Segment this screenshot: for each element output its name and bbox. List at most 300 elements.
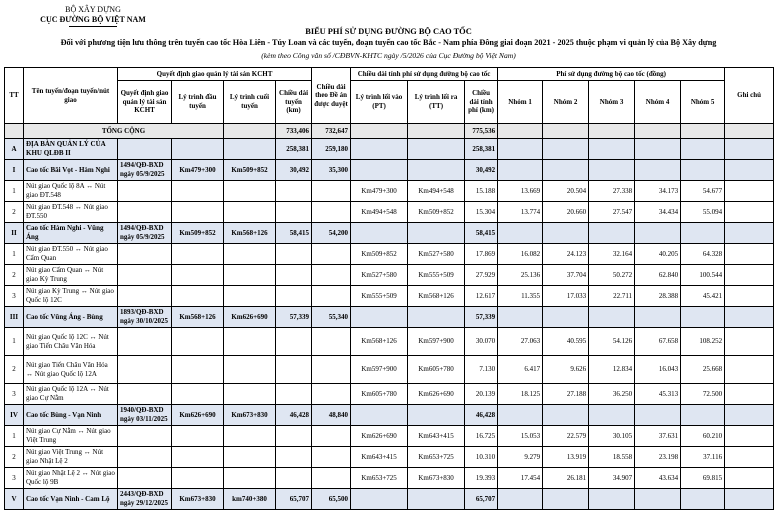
cell-entry (351, 223, 408, 244)
cell-g2: 20.660 (543, 202, 589, 223)
cell-exit: Km527+580 (408, 244, 465, 265)
cell-name: Nút giao Kỳ Trung ↔ Nút giao Quốc lộ 12C (24, 286, 118, 307)
cell-km-start (172, 447, 224, 468)
cell-km-end: Km509+852 (224, 160, 276, 181)
cell-proposed (312, 356, 351, 384)
table-row (5, 181, 774, 202)
total-toll-length: 775,536 (465, 124, 498, 139)
cell-notes (725, 223, 774, 244)
cell-proposed: 259,180 (312, 139, 351, 160)
col-exit: Lý trình lối ra (TT) (408, 81, 465, 124)
cell-decision (118, 265, 172, 286)
cell-g3: 22.711 (589, 286, 635, 307)
cell-g1: 13.669 (498, 181, 543, 202)
cell-toll: 19.393 (465, 468, 498, 489)
table-row (5, 384, 774, 405)
cell-g5: 100.544 (681, 265, 725, 286)
cell-km-end (224, 265, 276, 286)
cell-km-end (224, 447, 276, 468)
cell-proposed (312, 181, 351, 202)
cell-entry: Km568+126 (351, 328, 408, 356)
cell-name: Nút giao Quốc lộ 8A ↔ Nút giao ĐT.548 (24, 181, 118, 202)
col-group-1: Nhóm 1 (498, 81, 543, 124)
cell-notes (725, 426, 774, 447)
cell-name: Nút giao ĐT.550 ↔ Nút giao Cẩm Quan (24, 244, 118, 265)
cell-decision (118, 426, 172, 447)
cell-g2 (543, 139, 589, 160)
cell-g3: 36.250 (589, 384, 635, 405)
cell-tt: I (5, 160, 24, 181)
section-row (5, 307, 774, 328)
cell-tt: 1 (5, 181, 24, 202)
cell-km-start (172, 265, 224, 286)
total-km-end (224, 124, 276, 139)
cell-decision: 2443/QĐ-BXD ngày 29/12/2025 (118, 489, 172, 510)
cell-km-start (172, 286, 224, 307)
cell-km-start (172, 426, 224, 447)
total-tt (5, 124, 24, 139)
cell-name: Cao tốc Hàm Nghi - Vũng Áng (24, 223, 118, 244)
cell-g3 (589, 160, 635, 181)
cell-g1: 17.454 (498, 468, 543, 489)
cell-g3: 30.105 (589, 426, 635, 447)
cell-g3: 50.272 (589, 265, 635, 286)
cell-notes (725, 356, 774, 384)
document-title: BIỂU PHÍ SỬ DỤNG ĐƯỜNG BỘ CAO TỐC (305, 27, 472, 36)
cell-tt: III (5, 307, 24, 328)
cell-name: Nút giao Cự Nẫm ↔ Nút giao Việt Trung (24, 426, 118, 447)
cell-name: Nút giao Quốc lộ 12C ↔ Nút giao Tiến Châu Văn Hóa (24, 328, 118, 356)
cell-decision: 1494/QĐ-BXD ngày 05/9/2025 (118, 223, 172, 244)
section-row (5, 405, 774, 426)
document-subtitle: Đối với phương tiện lưu thông trên tuyến cao tốc Hòa Liên - Túy Loan và các tuyến, đoạn tuyến cao tốc Bắc - Nam phía Đông giai đoạn 2021 - 2025 thuộc phạm vi quản lý của Bộ Xây dựng (60, 38, 717, 47)
cell-g3: 27.547 (589, 202, 635, 223)
cell-g3 (589, 139, 635, 160)
cell-decision (118, 384, 172, 405)
cell-toll: 10.310 (465, 447, 498, 468)
cell-exit: Km494+548 (408, 181, 465, 202)
cell-km-end: Km673+830 (224, 405, 276, 426)
cell-entry (351, 489, 408, 510)
cell-length: 30,492 (276, 160, 312, 181)
cell-proposed: 65,500 (312, 489, 351, 510)
cell-length (276, 265, 312, 286)
cell-decision (118, 468, 172, 489)
cell-g2: 40.595 (543, 328, 589, 356)
cell-km-start: Km509+852 (172, 223, 224, 244)
total-g5 (681, 124, 725, 139)
cell-name: Nút giao Quốc lộ 12A ↔ Nút giao Cự Nẫm (24, 384, 118, 405)
col-group-2: Nhóm 2 (543, 81, 589, 124)
cell-g1: 27.063 (498, 328, 543, 356)
cell-g2: 24.123 (543, 244, 589, 265)
cell-exit (408, 307, 465, 328)
cell-decision (118, 139, 172, 160)
cell-length (276, 286, 312, 307)
cell-g5: 25.668 (681, 356, 725, 384)
cell-notes (725, 181, 774, 202)
cell-entry (351, 405, 408, 426)
cell-entry: Km494+548 (351, 202, 408, 223)
cell-toll: 27.929 (465, 265, 498, 286)
col-proposed-length: Chiều dài theo Đề án được duyệt (312, 68, 351, 124)
cell-g4 (635, 139, 681, 160)
cell-decision: 1494/QĐ-BXD ngày 05/9/2025 (118, 160, 172, 181)
cell-g1: 16.082 (498, 244, 543, 265)
cell-exit: Km597+900 (408, 328, 465, 356)
section-row (5, 160, 774, 181)
cell-g2 (543, 405, 589, 426)
cell-entry (351, 160, 408, 181)
cell-g5 (681, 139, 725, 160)
cell-g2: 26.181 (543, 468, 589, 489)
cell-toll: 12.617 (465, 286, 498, 307)
cell-km-end: Km626+690 (224, 307, 276, 328)
table-row (5, 328, 774, 356)
cell-proposed: 54,200 (312, 223, 351, 244)
col-km-end: Lý trình cuối tuyến (224, 81, 276, 124)
cell-entry: Km479+300 (351, 181, 408, 202)
agency-name: CỤC ĐƯỜNG BỘ VIỆT NAM (40, 15, 146, 24)
cell-entry: Km626+690 (351, 426, 408, 447)
cell-toll: 17.869 (465, 244, 498, 265)
cell-entry: Km555+509 (351, 286, 408, 307)
cell-notes (725, 468, 774, 489)
col-decision: Quyết định giao quản lý tài sản KCHT (118, 81, 172, 124)
cell-g1: 13.774 (498, 202, 543, 223)
cell-entry (351, 139, 408, 160)
col-group-3: Nhóm 3 (589, 81, 635, 124)
cell-g5: 45.421 (681, 286, 725, 307)
cell-g4: 67.658 (635, 328, 681, 356)
cell-g5: 108.252 (681, 328, 725, 356)
cell-length (276, 447, 312, 468)
cell-g1 (498, 489, 543, 510)
cell-notes (725, 202, 774, 223)
cell-exit (408, 223, 465, 244)
cell-proposed (312, 244, 351, 265)
section-row (5, 223, 774, 244)
table-row (5, 286, 774, 307)
cell-decision (118, 181, 172, 202)
cell-g3 (589, 489, 635, 510)
cell-entry: Km605+780 (351, 384, 408, 405)
cell-decision: 1940/QĐ-BXD ngày 03/11/2025 (118, 405, 172, 426)
cell-g5: 37.116 (681, 447, 725, 468)
cell-km-end (224, 356, 276, 384)
cell-tt: 2 (5, 265, 24, 286)
cell-km-start (172, 328, 224, 356)
cell-exit: Km568+126 (408, 286, 465, 307)
total-entry (351, 124, 408, 139)
cell-decision (118, 328, 172, 356)
cell-km-start: Km479+300 (172, 160, 224, 181)
cell-g1: 15.053 (498, 426, 543, 447)
cell-g4 (635, 307, 681, 328)
cell-proposed (312, 202, 351, 223)
cell-decision: 1893/QĐ-BXD ngày 30/10/2025 (118, 307, 172, 328)
cell-km-start (172, 139, 224, 160)
cell-toll: 20.139 (465, 384, 498, 405)
cell-g5 (681, 223, 725, 244)
cell-name: Cao tốc Bãi Vọt - Hàm Nghi (24, 160, 118, 181)
cell-length (276, 244, 312, 265)
cell-toll: 258,381 (465, 139, 498, 160)
cell-exit (408, 489, 465, 510)
cell-exit: Km626+690 (408, 384, 465, 405)
cell-name: ĐỊA BÀN QUẢN LÝ CỦA KHU QLĐB II (24, 139, 118, 160)
cell-g2: 17.033 (543, 286, 589, 307)
cell-g5: 54.677 (681, 181, 725, 202)
toll-fee-table (4, 67, 774, 510)
cell-g1 (498, 307, 543, 328)
cell-decision (118, 356, 172, 384)
cell-g1 (498, 405, 543, 426)
cell-toll: 46,428 (465, 405, 498, 426)
cell-length (276, 356, 312, 384)
cell-length: 46,428 (276, 405, 312, 426)
table-row (5, 426, 774, 447)
cell-decision (118, 244, 172, 265)
cell-length (276, 384, 312, 405)
col-group-asset: Quyết định giao quản lý tài sản KCHT (118, 68, 312, 81)
cell-g4: 40.205 (635, 244, 681, 265)
cell-g5: 64.328 (681, 244, 725, 265)
cell-tt: II (5, 223, 24, 244)
cell-g2: 9.626 (543, 356, 589, 384)
col-group-5: Nhóm 5 (681, 81, 725, 124)
total-g1 (498, 124, 543, 139)
cell-g5: 72.500 (681, 384, 725, 405)
cell-entry: Km597+900 (351, 356, 408, 384)
cell-notes (725, 489, 774, 510)
cell-g4: 16.043 (635, 356, 681, 384)
cell-length: 58,415 (276, 223, 312, 244)
cell-g2 (543, 489, 589, 510)
cell-name: Nút giao ĐT.548 ↔ Nút giao ĐT.550 (24, 202, 118, 223)
cell-g2: 22.579 (543, 426, 589, 447)
cell-g3 (589, 223, 635, 244)
cell-tt: 1 (5, 328, 24, 356)
cell-g3: 18.558 (589, 447, 635, 468)
cell-g4: 28.388 (635, 286, 681, 307)
cell-proposed: 35,300 (312, 160, 351, 181)
total-exit (408, 124, 465, 139)
cell-length: 258,381 (276, 139, 312, 160)
cell-g2: 13.919 (543, 447, 589, 468)
cell-toll: 57,339 (465, 307, 498, 328)
cell-length (276, 468, 312, 489)
cell-proposed (312, 468, 351, 489)
col-entry: Lý trình lối vào (PT) (351, 81, 408, 124)
total-g4 (635, 124, 681, 139)
cell-toll: 30.070 (465, 328, 498, 356)
cell-km-end (224, 286, 276, 307)
cell-tt: V (5, 489, 24, 510)
total-proposed: 732,647 (312, 124, 351, 139)
cell-g3: 34.907 (589, 468, 635, 489)
total-row (5, 124, 774, 139)
cell-name: Nút giao Cẩm Quan ↔ Nút giao Kỳ Trung (24, 265, 118, 286)
table-row (5, 202, 774, 223)
cell-g1: 9.279 (498, 447, 543, 468)
cell-toll: 30,492 (465, 160, 498, 181)
cell-g4 (635, 160, 681, 181)
cell-name: Cao tốc Vũng Áng - Bùng (24, 307, 118, 328)
cell-g4: 45.313 (635, 384, 681, 405)
cell-exit: Km643+415 (408, 426, 465, 447)
cell-g2 (543, 223, 589, 244)
cell-decision (118, 447, 172, 468)
cell-g2: 27.188 (543, 384, 589, 405)
cell-decision (118, 202, 172, 223)
cell-tt: 3 (5, 384, 24, 405)
cell-tt: 2 (5, 202, 24, 223)
cell-entry: Km653+725 (351, 468, 408, 489)
cell-notes (725, 265, 774, 286)
cell-g1 (498, 223, 543, 244)
col-km-start: Lý trình đầu tuyến (172, 81, 224, 124)
cell-decision (118, 286, 172, 307)
cell-notes (725, 244, 774, 265)
cell-entry: Km527+580 (351, 265, 408, 286)
cell-km-start (172, 384, 224, 405)
cell-km-start (172, 202, 224, 223)
table-row (5, 244, 774, 265)
cell-g3: 54.126 (589, 328, 635, 356)
cell-km-start: Km673+830 (172, 489, 224, 510)
cell-g5 (681, 160, 725, 181)
col-group-toll-length: Chiều dài tính phí sử dụng đường bộ cao tốc (351, 68, 498, 81)
cell-length (276, 426, 312, 447)
cell-notes (725, 139, 774, 160)
cell-length: 57,339 (276, 307, 312, 328)
cell-tt: 2 (5, 356, 24, 384)
cell-proposed (312, 384, 351, 405)
total-label: TỔNG CỘNG (24, 124, 224, 139)
cell-proposed (312, 286, 351, 307)
cell-tt: 1 (5, 244, 24, 265)
total-g2 (543, 124, 589, 139)
cell-km-start: Km626+690 (172, 405, 224, 426)
cell-km-end (224, 139, 276, 160)
cell-g5 (681, 405, 725, 426)
cell-toll: 65,707 (465, 489, 498, 510)
cell-exit (408, 405, 465, 426)
table-row (5, 356, 774, 384)
cell-length (276, 202, 312, 223)
cell-notes (725, 307, 774, 328)
cell-km-end (224, 244, 276, 265)
cell-g4 (635, 405, 681, 426)
cell-tt: IV (5, 405, 24, 426)
cell-entry: Km509+852 (351, 244, 408, 265)
cell-toll: 15.188 (465, 181, 498, 202)
cell-g3: 32.164 (589, 244, 635, 265)
cell-km-end (224, 202, 276, 223)
cell-km-end (224, 426, 276, 447)
cell-km-end (224, 181, 276, 202)
cell-toll: 7.130 (465, 356, 498, 384)
cell-name: Nút giao Tiến Châu Văn Hóa ↔ Nút giao Quốc lộ 12A (24, 356, 118, 384)
total-length: 733,406 (276, 124, 312, 139)
ministry-name: BỘ XÂY DỰNG (65, 5, 121, 14)
cell-length: 65,707 (276, 489, 312, 510)
cell-proposed: 55,340 (312, 307, 351, 328)
cell-exit: Km653+725 (408, 447, 465, 468)
col-toll-length: Chiều dài tính phí (km) (465, 81, 498, 124)
cell-proposed (312, 328, 351, 356)
cell-g2 (543, 160, 589, 181)
cell-proposed: 48,840 (312, 405, 351, 426)
col-group-4: Nhóm 4 (635, 81, 681, 124)
cell-entry: Km643+415 (351, 447, 408, 468)
cell-g2 (543, 307, 589, 328)
cell-exit: Km555+509 (408, 265, 465, 286)
cell-g5: 69.815 (681, 468, 725, 489)
cell-exit: Km673+830 (408, 468, 465, 489)
cell-g3: 27.338 (589, 181, 635, 202)
cell-g4 (635, 489, 681, 510)
col-length: Chiều dài tuyến (km) (276, 81, 312, 124)
cell-g1 (498, 160, 543, 181)
cell-tt: 3 (5, 468, 24, 489)
cell-proposed (312, 447, 351, 468)
cell-g1: 18.125 (498, 384, 543, 405)
cell-km-end (224, 384, 276, 405)
col-route: Tên tuyến/đoạn tuyến/nút giao (24, 68, 118, 124)
cell-g4: 43.634 (635, 468, 681, 489)
table-row (5, 447, 774, 468)
cell-km-end: km740+380 (224, 489, 276, 510)
cell-g3: 12.834 (589, 356, 635, 384)
cell-notes (725, 160, 774, 181)
cell-notes (725, 405, 774, 426)
cell-g3 (589, 405, 635, 426)
cell-exit: Km509+852 (408, 202, 465, 223)
cell-km-start (172, 356, 224, 384)
cell-g4 (635, 223, 681, 244)
cell-g5: 60.210 (681, 426, 725, 447)
cell-km-start (172, 244, 224, 265)
cell-tt: A (5, 139, 24, 160)
cell-km-start (172, 468, 224, 489)
cell-g5 (681, 489, 725, 510)
table-row (5, 265, 774, 286)
col-group-fee: Phí sử dụng đường bộ cao tốc (đồng) (498, 68, 725, 81)
cell-name: Nút giao Việt Trung ↔ Nút giao Nhật Lệ 2 (24, 447, 118, 468)
cell-km-end (224, 468, 276, 489)
cell-notes (725, 328, 774, 356)
cell-exit: Km605+780 (408, 356, 465, 384)
cell-km-end (224, 328, 276, 356)
cell-proposed (312, 426, 351, 447)
cell-name: Cao tốc Vạn Ninh - Cam Lộ (24, 489, 118, 510)
cell-tt: 3 (5, 286, 24, 307)
table-row (5, 468, 774, 489)
cell-g4: 62.840 (635, 265, 681, 286)
col-notes: Ghi chú (725, 68, 774, 124)
issuing-agency (28, 5, 158, 27)
cell-tt: 2 (5, 447, 24, 468)
section-row (5, 139, 774, 160)
table-body (5, 124, 774, 510)
cell-exit (408, 160, 465, 181)
cell-toll: 16.725 (465, 426, 498, 447)
cell-km-start (172, 181, 224, 202)
col-tt: TT (5, 68, 24, 124)
cell-km-end: Km568+126 (224, 223, 276, 244)
